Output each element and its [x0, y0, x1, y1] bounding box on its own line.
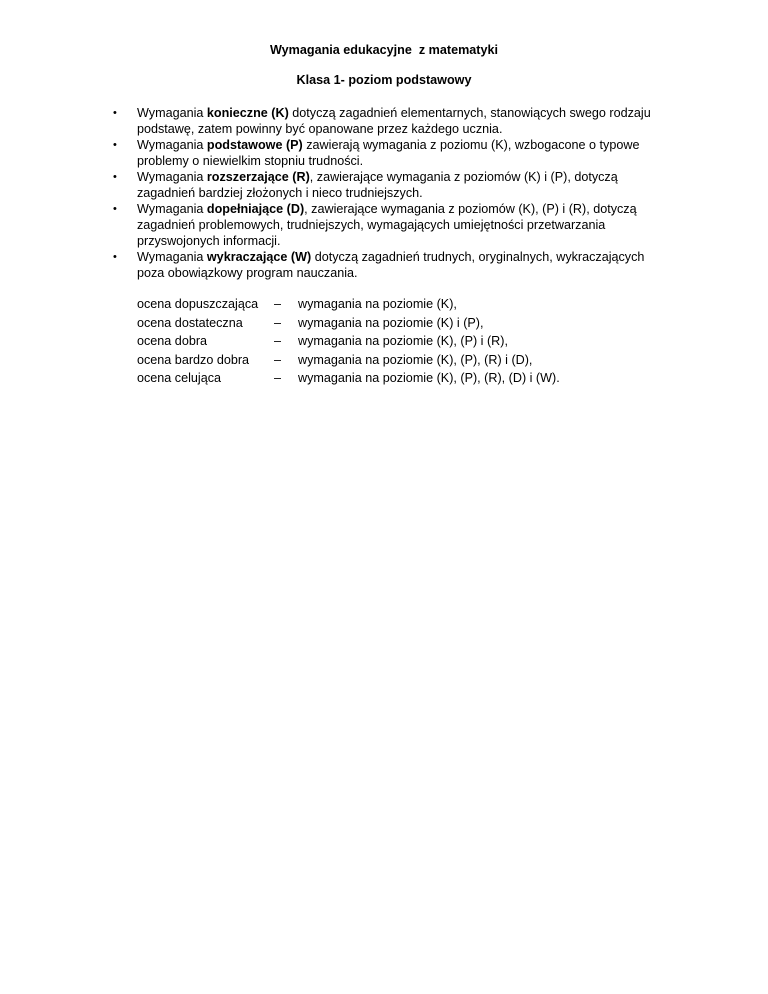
- table-row: [137, 351, 697, 370]
- requirement-text: [137, 106, 651, 136]
- list-item: [113, 201, 673, 249]
- requirement-description: zawierają wymagania z poziomu (K), wzbogacone o typowe problemy o niewielkim stopniu trudności.: [137, 138, 640, 168]
- requirement-level: rozszerzające (R): [206, 170, 310, 184]
- bullet-icon: •: [113, 171, 117, 183]
- grade-requirement: wymagania na poziomie (K), (P), (R) i (D),: [298, 352, 533, 367]
- grade-requirement: wymagania na poziomie (K), (P), (R), (D) i (W).: [298, 371, 560, 385]
- requirement-description: dotyczą zagadnień trudnych, oryginalnych, wykraczających poza obowiązkowy program nauczania.: [137, 250, 645, 280]
- grade-requirement: wymagania na poziomie (K), (P) i (R),: [298, 334, 508, 348]
- requirement-prefix: Wymagania: [137, 170, 207, 184]
- requirement-prefix: Wymagania: [137, 106, 207, 120]
- grades-table: [137, 295, 697, 388]
- document-subtitle: Klasa 1- poziom podstawowy: [296, 73, 472, 87]
- requirement-description: dotyczą zagadnień elementarnych, stanowiących swego rodzaju podstawę, zatem powinny być opanowane przez każdego ucznia.: [137, 106, 651, 136]
- requirement-level: konieczne (K): [206, 106, 289, 120]
- grade-requirement: wymagania na poziomie (K) i (P),: [298, 315, 484, 330]
- table-row: [137, 314, 697, 333]
- grade-name: ocena celująca: [137, 371, 222, 385]
- requirement-text: [137, 250, 644, 280]
- bullet-icon: •: [113, 107, 117, 119]
- list-item: [113, 249, 673, 281]
- grade-dash: –: [274, 334, 282, 348]
- bullet-icon: •: [113, 251, 117, 263]
- grade-dash: –: [274, 297, 282, 311]
- table-row: [137, 332, 697, 351]
- requirement-description: , zawierające wymagania z poziomów (K) i (P), dotyczą zagadnień bardziej złożonych i nieco trudniejszych.: [137, 170, 618, 200]
- grade-name: ocena bardzo dobra: [137, 352, 250, 367]
- requirement-text: [137, 138, 639, 168]
- requirement-level: wykraczające (W): [206, 250, 312, 264]
- requirement-prefix: Wymagania: [137, 138, 207, 152]
- table-row: [137, 295, 697, 314]
- grade-dash: –: [274, 371, 282, 385]
- requirement-text: [137, 170, 618, 200]
- bullet-icon: •: [113, 139, 117, 151]
- requirement-prefix: Wymagania: [137, 250, 207, 264]
- table-row: [137, 369, 697, 388]
- grade-requirement: wymagania na poziomie (K),: [298, 297, 457, 311]
- grade-name: ocena dobra: [137, 334, 208, 348]
- requirement-level: dopełniające (D): [206, 202, 305, 216]
- grade-name: ocena dopuszczająca: [137, 297, 259, 311]
- list-item: [113, 105, 673, 137]
- requirement-prefix: Wymagania: [137, 202, 207, 216]
- grade-dash: –: [274, 352, 282, 367]
- bullet-icon: •: [113, 203, 117, 215]
- list-item: [113, 169, 673, 201]
- requirement-description: , zawierające wymagania z poziomów (K), (P) i (R), dotyczą zagadnień problemowych, trudniejszych, wymagających umiejętności przetwarzania przyswojonych informacji.: [137, 202, 637, 248]
- document-title: Wymagania edukacyjne z matematyki: [270, 43, 498, 57]
- requirement-text: [137, 202, 637, 248]
- grade-dash: –: [274, 315, 282, 330]
- requirement-level: podstawowe (P): [206, 138, 303, 152]
- list-item: [113, 137, 673, 169]
- requirements-list: [113, 105, 673, 281]
- grade-name: ocena dostateczna: [137, 315, 243, 330]
